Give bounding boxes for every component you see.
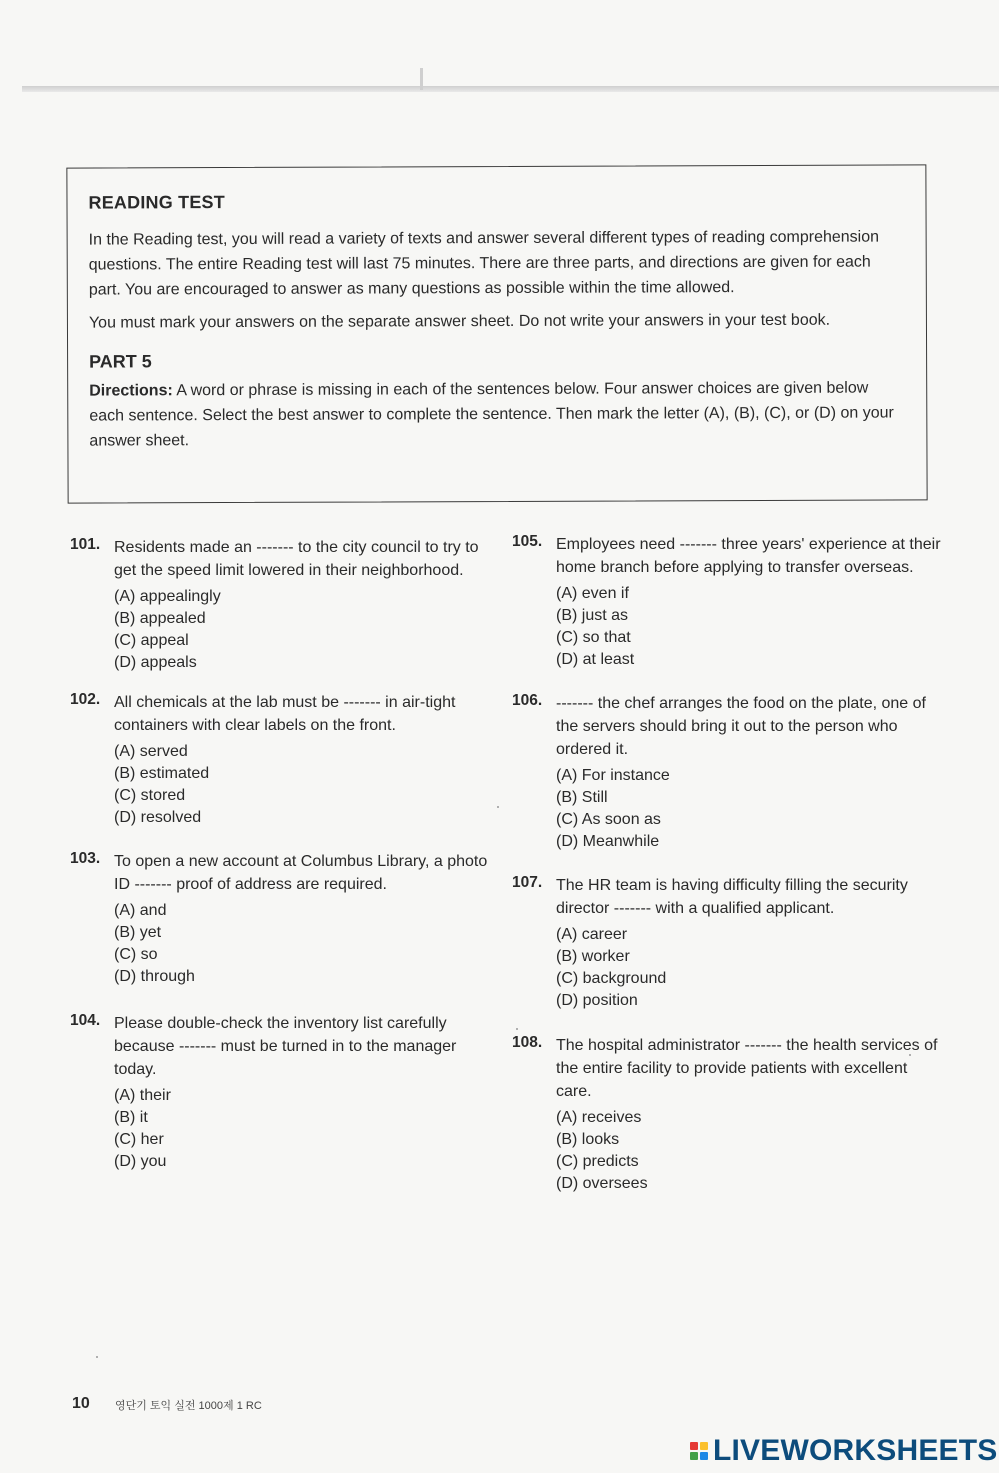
question-103: [70, 850, 500, 988]
option-d[interactable]: (D) appeals: [114, 654, 197, 671]
option-d[interactable]: (D) oversees: [556, 1175, 648, 1192]
liveworksheets-text: LIVEWORKSHEETS: [713, 1434, 998, 1467]
question-stem: Employees need ------- three years' experience at their home branch before applying to transfer overseas.: [556, 536, 941, 576]
page-top-rule: [22, 86, 999, 92]
question-107: [512, 874, 942, 1012]
question-number: 103.: [70, 850, 101, 867]
option-a[interactable]: (A) appealingly: [114, 588, 221, 605]
option-c[interactable]: (C) stored: [114, 787, 186, 804]
question-number: 101.: [70, 536, 101, 553]
book-title: 영단기 토익 실전 1000제 1 RC: [115, 1400, 262, 1412]
question-stem: ------- the chef arranges the food on the plate, one of the servers should bring it out to the person who ordered it.: [556, 695, 926, 758]
question-stem: The HR team is having difficulty filling the security director ------- with a qualified applicant.: [556, 877, 908, 917]
reading-test-instructions-box: [66, 164, 927, 503]
option-d[interactable]: (D) you: [114, 1153, 167, 1170]
option-c[interactable]: (C) so that: [556, 629, 631, 646]
logo-square-green: [690, 1452, 698, 1460]
part-5-heading: PART 5: [89, 351, 152, 372]
option-b[interactable]: (B) it: [114, 1109, 148, 1126]
option-a[interactable]: (A) even if: [556, 585, 629, 602]
question-102: [70, 691, 500, 829]
option-d[interactable]: (D) at least: [556, 651, 635, 668]
question-number: 108.: [512, 1034, 543, 1051]
reading-test-heading: READING TEST: [88, 192, 225, 213]
option-b[interactable]: (B) Still: [556, 789, 608, 806]
scan-speck: [909, 1054, 911, 1056]
part-5-directions: [89, 375, 904, 453]
question-stem: To open a new account at Columbus Library, a photo ID ------- proof of address are required.: [114, 853, 488, 893]
option-d[interactable]: (D) position: [556, 992, 638, 1009]
option-b[interactable]: (B) yet: [114, 924, 162, 941]
page-number: 10: [72, 1395, 90, 1412]
question-number: 105.: [512, 533, 543, 550]
directions-text: A word or phrase is missing in each of the sentences below. Four answer choices are given below each sentence. Select the best answer to complete the sentence. Then mark the letter (A), (B), (C), or (D) on your answer sheet.: [89, 379, 894, 450]
liveworksheets-logo-icon: [690, 1442, 708, 1460]
option-b[interactable]: (B) worker: [556, 948, 630, 965]
scan-speck: [516, 1028, 518, 1030]
option-b[interactable]: (B) looks: [556, 1131, 620, 1148]
question-number: 107.: [512, 874, 543, 891]
option-c[interactable]: (C) her: [114, 1131, 164, 1148]
question-number: 102.: [70, 691, 101, 708]
option-d[interactable]: (D) through: [114, 968, 195, 985]
questions-right-column: [512, 533, 942, 1195]
questions-left-column: [70, 536, 500, 1173]
option-c[interactable]: (C) so: [114, 946, 158, 963]
question-number: 104.: [70, 1012, 101, 1029]
question-104: [70, 1012, 500, 1173]
option-c[interactable]: (C) appeal: [114, 632, 189, 649]
question-101: [70, 536, 500, 674]
option-a[interactable]: (A) receives: [556, 1109, 642, 1126]
question-stem: The hospital administrator ------- the health services of the entire facility to provide patients with excellent care.: [556, 1037, 938, 1100]
option-d[interactable]: (D) Meanwhile: [556, 833, 660, 850]
page-top-notch: [420, 68, 423, 90]
question-106: [512, 692, 942, 853]
question-105: [512, 533, 942, 671]
scan-speck: [96, 1356, 98, 1358]
logo-square-red: [690, 1442, 698, 1450]
logo-square-blue: [700, 1452, 708, 1460]
logo-square-yellow: [700, 1442, 708, 1450]
question-stem: Please double-check the inventory list carefully because ------- must be turned in to the manager today.: [114, 1015, 457, 1078]
option-a[interactable]: (A) and: [114, 902, 167, 919]
option-b[interactable]: (B) appealed: [114, 610, 206, 627]
question-stem: All chemicals at the lab must be ------- in air-tight containers with clear labels on the front.: [114, 694, 456, 734]
scan-speck: [497, 806, 499, 808]
question-108: [512, 1034, 942, 1195]
reading-test-intro-paragraph: In the Reading test, you will read a variety of texts and answer several different types of reading comprehension questions. The entire Reading test will last 75 minutes. There are three parts, and directions are given for each part. You are encouraged to answer as many questions as possible within the time allowed.: [88, 228, 880, 299]
directions-label: Directions:: [89, 382, 173, 400]
liveworksheets-watermark: [690, 1431, 998, 1471]
option-b[interactable]: (B) just as: [556, 607, 629, 624]
option-c[interactable]: (C) predicts: [556, 1153, 639, 1170]
option-a[interactable]: (A) career: [556, 926, 628, 943]
question-number: 106.: [512, 692, 543, 709]
answer-sheet-instruction: You must mark your answers on the separate answer sheet. Do not write your answers in your test book.: [88, 311, 831, 332]
option-d[interactable]: (D) resolved: [114, 809, 202, 826]
option-a[interactable]: (A) served: [114, 743, 188, 760]
option-b[interactable]: (B) estimated: [114, 765, 210, 782]
option-c[interactable]: (C) background: [556, 970, 667, 987]
option-a[interactable]: (A) their: [114, 1087, 171, 1104]
question-stem: Residents made an ------- to the city council to try to get the speed limit lowered in their neighborhood.: [114, 539, 479, 579]
option-c[interactable]: (C) As soon as: [556, 811, 661, 828]
option-a[interactable]: (A) For instance: [556, 767, 670, 784]
